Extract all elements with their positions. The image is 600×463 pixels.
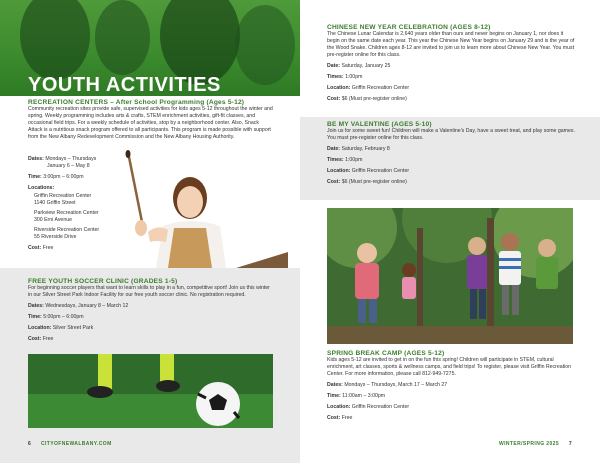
valentine-cost xyxy=(327,179,577,186)
spring-body: Kids ages 5-12 are invited to get in on the fun this spring! Children will participate in STEM, cultural enrichment, art classes, sports & wellness camps, and field trips! To register, please visit Griffin Recreation Center. For more information, please call 812-949-7275. xyxy=(327,357,572,377)
date-label: Date: xyxy=(327,146,340,152)
location-label: Location: xyxy=(327,404,351,410)
time-label: Time: xyxy=(28,174,42,180)
cny-times xyxy=(327,74,577,81)
soccer-title: FREE YOUTH SOCCER CLINIC (GRADES 1-5) xyxy=(28,278,178,285)
time-label: Time: xyxy=(28,314,42,320)
soccer-dates xyxy=(28,303,273,310)
location-value: Griffin Recreation Center xyxy=(351,85,410,91)
recreation-section xyxy=(28,99,273,141)
recreation-details xyxy=(28,152,118,252)
cny-title: CHINESE NEW YEAR CELEBRATION (AGES 8-12) xyxy=(327,24,491,31)
right-footer xyxy=(499,441,572,447)
recreation-title-sub: – After School Programming (Ages 5-12) xyxy=(108,99,245,106)
cny-body: The Chinese Lunar Calendar is 2,640 years older than ours and never begins on January 1, nor does it begin on the same date each year. This year the Chinese New Year begins on January 29 and is the year of the Wood Snake. Children ages 8-12 are invited to join us to learn more about Chinese New Year. You must pre-register online for this class. xyxy=(327,31,575,58)
recreation-title-main: RECREATION CENTERS xyxy=(28,99,109,106)
soccer-time xyxy=(28,314,273,321)
location-value: Silver Street Park xyxy=(52,325,94,331)
valentine-times xyxy=(327,157,577,164)
cost-value: Free xyxy=(42,244,54,251)
valentine-location xyxy=(327,168,577,175)
spring-break-section xyxy=(327,350,577,422)
cost-label: Cost: xyxy=(28,244,42,251)
valentine-date xyxy=(327,146,577,153)
location-name: Parkview Recreation Center xyxy=(34,210,99,217)
cost-label: Cost: xyxy=(327,415,341,421)
spring-dates xyxy=(327,382,577,389)
cny-location xyxy=(327,85,577,92)
recreation-locations xyxy=(28,185,118,241)
location-label: Location: xyxy=(327,85,351,91)
cost-value: Free xyxy=(42,336,54,342)
valentine-title: BE MY VALENTINE (AGES 5-10) xyxy=(327,121,432,128)
location-name: Riverside Recreation Center xyxy=(34,227,100,234)
location-name: Griffin Recreation Center xyxy=(34,193,92,199)
dates-label: Dates: xyxy=(28,156,44,162)
locations-label: Locations: xyxy=(28,185,55,191)
spring-cost xyxy=(327,415,577,422)
recreation-dates xyxy=(28,156,118,170)
times-label: Times: xyxy=(327,74,344,80)
cost-value: Free xyxy=(341,415,353,421)
cost-label: Cost: xyxy=(28,336,42,342)
time-value: 5:00pm – 6:00pm xyxy=(43,314,84,320)
website-link[interactable]: CITYOFNEWALBANY.COM xyxy=(40,441,112,447)
times-value: 1:00pm xyxy=(345,74,363,80)
dates-value: Mondays – Thursdays, March 17 – March 27 xyxy=(344,382,448,388)
spring-title: SPRING BREAK CAMP (AGES 5-12) xyxy=(327,350,445,357)
recreation-body: Community recreation sites provide safe, supervised activities for kids ages 5-12 throughout the winter and spring. Weekly programming includes arts & crafts, STEM enrichment activities, gift-fit classes, and occasional field trips. For a weekly schedule of activities, stop by a neighborhood center. Also, Snack Attack is a nutritious snack program offered to all participants. This program is made possible with support from the New Albany Redevelopment Commission and the New Albany Housing Authority. xyxy=(28,106,273,140)
recreation-title xyxy=(28,99,268,106)
location-item xyxy=(28,210,118,223)
date-value: Saturday, February 8 xyxy=(341,146,390,152)
times-label: Times: xyxy=(327,157,344,163)
dates-label: Dates: xyxy=(28,303,44,309)
cost-value: $6 (Must pre-register online) xyxy=(341,96,407,102)
left-footer xyxy=(28,441,112,447)
girl-painting-photo xyxy=(108,150,288,268)
location-address: 300 Erni Avenue xyxy=(34,216,72,223)
dates-label: Dates: xyxy=(327,382,343,388)
location-address: 55 Riverside Drive xyxy=(34,233,77,240)
location-item xyxy=(28,193,118,206)
location-value: Griffin Recreation Center xyxy=(351,404,410,410)
chinese-new-year-section xyxy=(327,24,577,103)
location-label: Location: xyxy=(28,325,52,331)
soccer-body: For beginning soccer players that want to learn skills to play in a fun, competitive sport! Join us this winter in our Silver Street Park Indoor Facility for our free youth soccer clinic. No registration required. xyxy=(28,285,270,298)
page-number: 6 xyxy=(28,441,32,447)
cost-label: Cost: xyxy=(327,179,341,185)
location-address: 1140 Griffin Street xyxy=(34,199,76,206)
soccer-cost xyxy=(28,336,273,343)
dates-value: Mondays – Thursdays xyxy=(45,156,97,162)
spring-location xyxy=(327,404,577,411)
dates-value: Wednesdays, January 8 – March 12 xyxy=(45,303,129,309)
soccer-location xyxy=(28,325,273,332)
dates-value-2: January 6 – May 8 xyxy=(47,163,90,169)
page-number: 7 xyxy=(568,441,572,447)
spring-time xyxy=(327,393,577,400)
times-value: 1:00pm xyxy=(345,157,363,163)
valentine-section xyxy=(327,121,577,186)
cny-date xyxy=(327,63,577,70)
time-label: Time: xyxy=(327,393,341,399)
time-value: 11:00am – 3:00pm xyxy=(342,393,386,399)
page-title: YOUTH ACTIVITIES xyxy=(28,74,221,96)
date-value: Saturday, January 25 xyxy=(341,63,391,69)
time-value: 3:00pm – 6:00pm xyxy=(43,174,84,180)
cny-cost xyxy=(327,96,577,103)
valentine-body: Join us for some sweet fun! Children will make a Valentine's Day, have a sweet treat, and play some games. You must pre-register online for this class. xyxy=(327,128,575,141)
soccer-section xyxy=(28,278,273,343)
cost-label: Cost: xyxy=(327,96,341,102)
cost-value: $6 (Must pre-register online) xyxy=(341,179,407,185)
soccer-photo xyxy=(28,354,273,428)
season-label: WINTER/SPRING 2025 xyxy=(499,441,560,447)
recreation-time xyxy=(28,174,118,181)
recreation-cost xyxy=(28,245,118,252)
location-value: Griffin Recreation Center xyxy=(351,168,410,174)
date-label: Date: xyxy=(327,63,340,69)
location-label: Location: xyxy=(327,168,351,174)
spring-break-photo xyxy=(327,208,573,344)
location-item xyxy=(28,227,118,240)
